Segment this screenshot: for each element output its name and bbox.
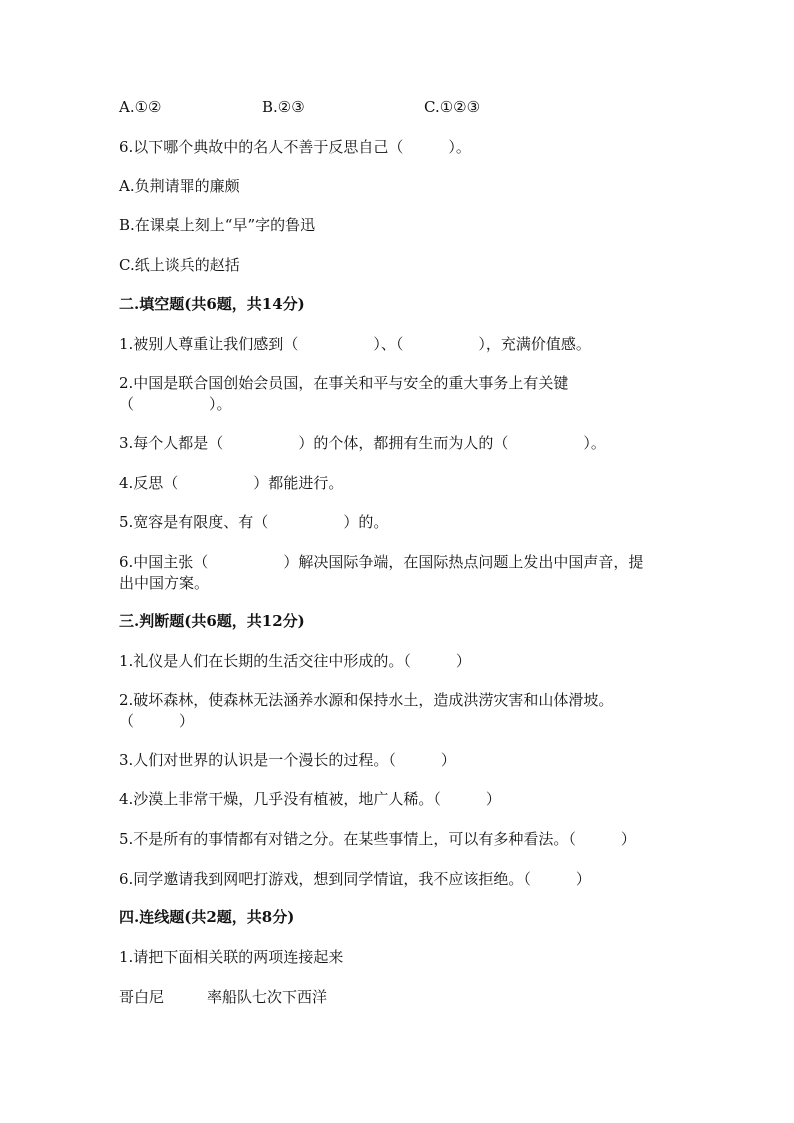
question-text: 6.同学邀请我到网吧打游戏，想到同学情谊，我不应该拒绝。（ ） [119, 870, 591, 888]
question-text: 4.反思（ ）都能进行。 [119, 474, 344, 492]
question-text: 出中国方案。 [119, 574, 210, 592]
question-text: 1.礼仪是人们在长期的生活交往中形成的。（ ） [119, 652, 471, 670]
question-text: 2.破坏森林，使森林无法涵养水源和保持水土，造成洪涝灾害和山体滑坡。 [119, 691, 614, 709]
option-b: B.在课桌上刻上“早”字的鲁迅 [119, 216, 316, 234]
question-text: 2.中国是联合国创始会员国，在事关和平与安全的重大事务上有关键 [119, 374, 569, 392]
question-text: 5.不是所有的事情都有对错之分。在某些事情上，可以有多种看法。（ ） [119, 830, 636, 848]
question-text: 6.中国主张（ ）解决国际争端，在国际热点问题上发出中国声音，提 [119, 553, 644, 571]
option-c: C.①②③ [424, 98, 481, 116]
question-text: 3.人们对世界的认识是一个漫长的过程。（ ） [119, 751, 456, 769]
match-right-item: 率船队七次下西洋 [207, 988, 328, 1006]
match-left-item: 哥白尼 [119, 988, 165, 1006]
option-a: A.负荆请罪的廉颇 [119, 177, 240, 195]
section-heading: 三.判断题(共6题，共12分) [119, 612, 305, 630]
option-b: B.②③ [262, 98, 305, 116]
question-text: 1.请把下面相关联的两项连接起来 [119, 948, 344, 966]
question-text: 5.宽容是有限度、有（ ）的。 [119, 513, 389, 531]
question-stem: 6.以下哪个典故中的名人不善于反思自己（ ）。 [119, 138, 471, 156]
question-text: （ ） [119, 712, 195, 730]
option-c: C.纸上谈兵的赵括 [119, 256, 240, 274]
question-text: 1.被别人尊重让我们感到（ ）、（ ），充满价值感。 [119, 335, 591, 353]
question-text: （ ）。 [119, 395, 232, 413]
section-heading: 四.连线题(共2题，共8分) [119, 908, 295, 926]
section-heading: 二.填空题(共6题，共14分) [119, 295, 305, 313]
question-text: 3.每个人都是（ ）的个体，都拥有生而为人的（ ）。 [119, 434, 606, 452]
option-a: A.①② [119, 98, 162, 116]
question-text: 4.沙漠上非常干燥，几乎没有植被，地广人稀。（ ） [119, 790, 501, 808]
